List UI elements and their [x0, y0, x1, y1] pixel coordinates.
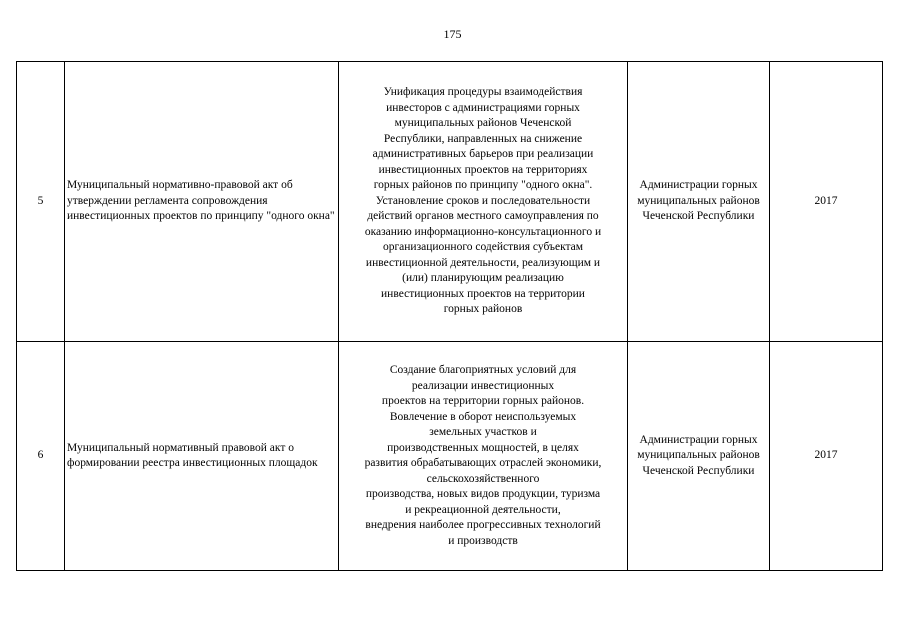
description-line: организационного содействия субъектам: [382, 241, 584, 254]
deadline-year: 2017: [770, 342, 883, 571]
act-description: [339, 62, 628, 342]
description-line: муниципальных районов Чеченской: [394, 117, 572, 130]
description-line: развития обрабатывающих отраслей экономики,: [364, 457, 602, 469]
description-line: производства, новых видов продукции, туризма: [365, 488, 601, 500]
description-line: горных районов по принципу "одного окна".: [373, 179, 593, 192]
description-line: действий органов местного самоуправления по: [367, 210, 599, 223]
page-number: 175: [443, 27, 462, 41]
description-line: инвестиционных проектов на территориях: [378, 163, 588, 176]
description-line: производственных мощностей, в целях: [387, 441, 579, 454]
table-row: [17, 342, 883, 571]
act-description: [339, 342, 628, 571]
document-table: [16, 61, 883, 571]
description-line: (или) планирующим реализацию: [402, 272, 564, 285]
description-line: Создание благоприятных условий для: [389, 364, 577, 376]
description-line: реализации инвестиционных: [411, 379, 555, 392]
description-line: инвестиционной деятельности, реализующим и: [365, 256, 601, 269]
description-line: земельных участков и: [429, 426, 537, 438]
description-line: Унификация процедуры взаимодействия: [383, 86, 583, 99]
description-line: проектов на территории горных районов.: [381, 395, 585, 407]
description-line: инвестиционных проектов на территории: [381, 287, 585, 300]
deadline-year: 2017: [770, 62, 883, 342]
description-line: сельскохозяйственного: [426, 472, 540, 485]
description-line: инвесторов с администрациями горных: [386, 101, 580, 114]
act-name: Муниципальный нормативно-правовой акт об утверждении регламента сопровождения инвестиционных проектов по принципу "одного окна": [65, 62, 339, 342]
act-name: Муниципальный нормативный правовой акт о формировании реестра инвестиционных площадок: [65, 342, 339, 571]
description-line: внедрения наиболее прогрессивных технологий: [365, 519, 601, 531]
row-number: 5: [17, 62, 65, 342]
description-line: горных районов: [443, 303, 523, 316]
description-line: административных барьеров при реализации: [372, 148, 594, 161]
description-line: и производств: [448, 534, 518, 547]
description-line: Вовлечение в оборот неиспользуемых: [389, 410, 577, 423]
responsible-party: Администрации горных муниципальных районов Чеченской Республики: [628, 342, 770, 571]
description-line: оказанию информационно-консультационного и: [364, 225, 602, 238]
description-line: и рекреационной деятельности,: [405, 503, 561, 516]
table-row: [17, 62, 883, 342]
row-number: 6: [17, 342, 65, 571]
description-line: Установление сроков и последовательности: [375, 194, 591, 207]
description-line: Республики, направленных на снижение: [383, 132, 583, 145]
responsible-party: Администрации горных муниципальных районов Чеченской Республики: [628, 62, 770, 342]
